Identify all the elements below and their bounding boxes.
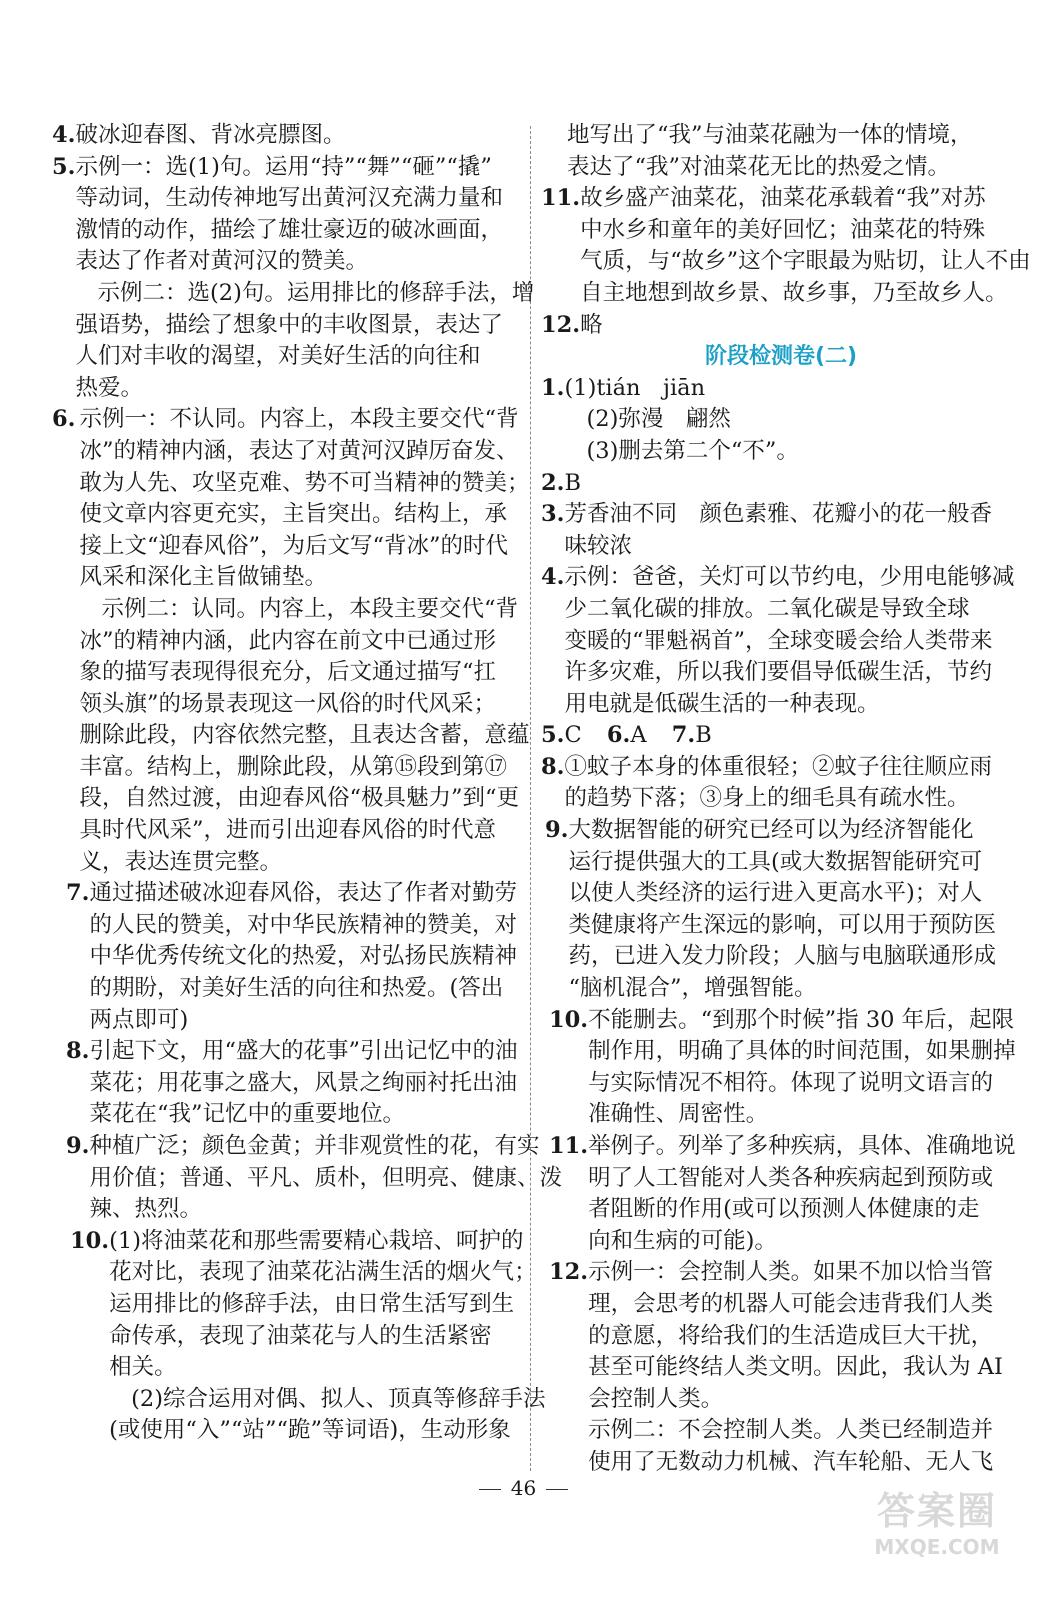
stage-answer-4: 4. 示例：爸爸，关灯可以节约电，少用电能够减 少二氧化碳的排放。二氧化碳是导致全球 变暖的“罪魁祸首”，全球变暖会给人类带来 许多灾难，所以我们要倡导低碳生活，节约 用电就是低碳生活的一种表现。: [541, 562, 1001, 720]
stage-answer-2: 2. B: [541, 468, 1001, 500]
answer-11: 11. 故乡盛产油菜花，油菜花承载着“我”对苏 中水乡和童年的美好回忆；油菜花的特殊 气质，与“故乡”这个字眼最为贴切，让人不由 自主地想到故乡景、故乡事，乃至故乡人。: [541, 183, 1001, 309]
answer-line: 使文章内容更充实，主旨突出。结构上，承: [79, 501, 508, 528]
answer-line: 使用了无数动力机械、汽车轮船、无人飞: [588, 1448, 994, 1475]
answer-line: 不能删去。“到那个时候”指 30 年后，起限: [588, 1006, 1015, 1033]
answer-line: 与实际情况不相符。体现了说明文语言的: [588, 1069, 994, 1096]
answer-line: 的期盼，对美好生活的向往和热爱。(答出: [89, 975, 504, 1002]
answer-line: 象的描写表现得很充分，后文通过描写“扛: [79, 659, 497, 686]
answer-line: 许多灾难，所以我们要倡导低碳生活，节约: [564, 659, 993, 686]
answer-line: 破冰迎春图、背冰亮膘图。: [75, 122, 346, 148]
answer-line: 理，会思考的机器人可能会违背我们人类: [588, 1290, 994, 1317]
answer-line: “脑机混合”，增强智能。: [568, 975, 817, 1002]
answer-line: (3)删去第二个“不”。: [586, 437, 799, 464]
stage-answer-10: 10. 不能删去。“到那个时候”指 30 年后，起限 制作用，明确了具体的时间范围，如果删掉 与实际情况不相符。体现了说明文语言的 准确性、周密性。: [541, 1005, 1001, 1131]
answer-line: 命传承，表现了油菜花与人的生活紧密: [109, 1322, 492, 1349]
stage-answer-7: 7.B: [671, 722, 712, 749]
answer-9: 9. 种植广泛；颜色金黄；并非观赏性的花，有实 用价值；普通、平凡、质朴，但明亮、健康、泼 辣、热烈。: [52, 1131, 524, 1226]
answer-line: 通过描述破冰迎春风俗，表达了作者对勤劳: [89, 880, 518, 907]
answer-line: 示例一：会控制人类。如果不加以恰当管: [588, 1259, 994, 1286]
answer-7: 7. 通过描述破冰迎春风俗，表达了作者对勤劳 的人民的赞美，对中华民族精神的赞美，对 中华优秀传统文化的热爱，对弘扬民族精神 的期盼，对美好生活的向往和热爱。(答出 两点即可): [52, 878, 524, 1036]
answer-line: 用价值；普通、平凡、质朴，但明亮、健康、泼: [89, 1164, 563, 1191]
answer-line: 运用排比的修辞手法，由日常生活写到生: [109, 1290, 515, 1317]
answer-line: 者阻断的作用(或可以预测人体健康的走: [588, 1196, 980, 1223]
answer-line: 制作用，明确了具体的时间范围，如果删掉: [588, 1038, 1016, 1065]
answer-line: 示例二：不会控制人类。人类已经制造并: [588, 1417, 994, 1444]
answer-line: 表达了作者对黄河汉的赞美。: [75, 248, 369, 275]
answer-line: 地写出了“我”与油菜花融为一体的情境，: [567, 122, 973, 148]
answer-line: 义，表达连贯完整。: [79, 848, 283, 875]
answer-line: 冰”的精神内涵，此内容在前文中已通过形: [79, 627, 497, 654]
answer-line: 大数据智能的研究已经可以为经济智能化: [568, 817, 974, 844]
watermark-logo: 答案圈 MXQE.COM: [874, 1489, 1000, 1559]
stage-answer-9: 9. 大数据智能的研究已经可以为经济智能化 运行提供强大的工具(或大数据智能研究可 以使人类经济的运行进入更高水平)；对人 类健康将产生深远的影响，可以用于预防医 药，已进入发力阶段；人脑与电脑联通形成 “脑机混合”，增强智能。: [541, 815, 1001, 1005]
stage-answer-6: 6.A: [606, 722, 647, 749]
answer-line: 中华优秀传统文化的热爱，对弘扬民族精神: [89, 943, 518, 970]
answer-line: 运行提供强大的工具(或大数据智能研究可: [568, 848, 983, 875]
answer-line: 味较浓: [564, 532, 633, 559]
answer-line: 变暖的“罪魁祸首”，全球变暖会给人类带来: [564, 627, 993, 654]
answer-line: 相关。: [109, 1354, 177, 1381]
answer-line: 向和生病的可能)。: [588, 1227, 777, 1254]
answer-line: 少二氧化碳的排放。二氧化碳是导致全球: [564, 595, 970, 622]
answer-line: 敢为人先、攻坚克难、势不可当精神的赞美；: [79, 469, 530, 496]
answer-line: 风采和深化主旨做铺垫。: [79, 564, 328, 591]
stage-answer-3: 3. 芳香油不同 颜色素雅、花瓣小的花一般香 味较浓: [541, 499, 1001, 562]
answer-line: 辣、热烈。: [89, 1196, 203, 1223]
answer-line: 明了人工智能对人类各种疾病起到预防或: [588, 1164, 994, 1191]
answer-line: 冰”的精神内涵，表达了对黄河汉踔厉奋发、: [79, 437, 519, 464]
answer-line: 菜花；用花事之盛大，风景之绚丽衬托出油: [89, 1069, 518, 1096]
answer-line: 举例子。列举了多种疾病，具体、准确地说: [588, 1133, 1016, 1159]
answer-line: B: [564, 469, 582, 496]
answer-line: (2)弥漫 翩然: [586, 406, 731, 433]
answer-line: (1)tián jiān: [564, 374, 706, 401]
answer-4: 4. 破冰迎春图、背冰亮膘图。: [52, 120, 524, 152]
answer-line: 用电就是低碳生活的一种表现。: [564, 690, 880, 717]
answer-line: 人们对丰收的渴望，对美好生活的向往和: [75, 343, 481, 370]
answer-line: ①蚊子本身的体重很轻；②蚊子往往顺应雨: [564, 753, 993, 780]
answer-line: 菜花在“我”记忆中的重要地位。: [89, 1101, 406, 1128]
answer-line: 的意愿，将给我们的生活造成巨大干扰，: [588, 1322, 994, 1349]
page-number: 46: [0, 1476, 1047, 1500]
answer-line: 准确性、周密性。: [588, 1101, 769, 1128]
right-column: [541, 120, 1031, 1479]
answer-line: (1)将油菜花和那些需要精心栽培、呵护的: [109, 1227, 524, 1254]
stage-answer-1: 1. (1)tián jiān (2)弥漫 翩然 (3)删去第二个“不”。: [541, 373, 1001, 468]
stage-answer-8: 8. ①蚊子本身的体重很轻；②蚊子往往顺应雨 的趋势下落；③身上的细毛具有疏水性。: [541, 752, 1001, 815]
answer-10: 10. (1)将油菜花和那些需要精心栽培、呵护的 花对比，表现了油菜花沾满生活的烟火气； 运用排比的修辞手法，由日常生活写到生 命传承，表现了油菜花与人的生活紧密 相关。 (2)综合运用对偶、拟人、顶真等修辞手法 (或使用“入”“站”“跪”等词语)，生动形象: [52, 1226, 524, 1447]
answer-line: 类健康将产生深远的影响，可以用于预防医: [568, 911, 997, 938]
stage-answer-5: 5.C: [541, 722, 582, 749]
answer-line: 芳香油不同 颜色素雅、花瓣小的花一般香: [564, 501, 993, 528]
answer-12: 12. 略: [541, 310, 1001, 342]
answer-line: 丰富。结构上，删除此段，从第⑮段到第⑰: [79, 753, 508, 780]
answer-line: 甚至可能终结人类文明。因此，我认为 AI: [588, 1354, 1003, 1381]
answer-line: 的人民的赞美，对中华民族精神的赞美，对: [89, 911, 518, 938]
answer-line: 热爱。: [75, 374, 144, 401]
answer-line: 花对比，表现了油菜花沾满生活的烟火气；: [109, 1259, 537, 1286]
answer-line: 示例二：选(2)句。运用排比的修辞手法，增: [97, 279, 535, 306]
answer-line: 两点即可): [89, 1006, 189, 1033]
answer-line: (或使用“入”“站”“跪”等词语)，生动形象: [109, 1417, 511, 1444]
answer-8: 8. 引起下文，用“盛大的花事”引出记忆中的油 菜花；用花事之盛大，风景之绚丽衬托出油 菜花在“我”记忆中的重要地位。: [52, 1036, 524, 1131]
answer-line: (2)综合运用对偶、拟人、顶真等修辞手法: [131, 1385, 546, 1412]
answer-line: 示例一：不认同。内容上，本段主要交代“背: [79, 406, 519, 433]
answer-line: 故乡盛产油菜花，油菜花承载着“我”对苏: [580, 185, 986, 212]
answer-line: 种植广泛；颜色金黄；并非观赏性的花，有实: [89, 1133, 540, 1159]
answer-10-continued: [541, 120, 1001, 183]
answer-line: 具时代风采”，进而引出迎春风俗的时代意: [79, 817, 497, 844]
answer-line: 表达了“我”对油菜花无比的热爱之情。: [567, 153, 951, 180]
answer-6: 6. 示例一：不认同。内容上，本段主要交代“背 冰”的精神内涵，表达了对黄河汉踔厉奋发、 敢为人先、攻坚克难、势不可当精神的赞美； 使文章内容更充实，主旨突出。结构上，承 接上文“迎春风俗”，为后文写“背冰”的时代 风采和深化主旨做铺垫。 示例二：认同。内容上，本段主要交代“背 冰”的精神内涵，此内容在前文中已通过形 象的描写表现得很充分，后文通过描写“扛 领头旗”的场景表现这一风俗的时代风采； 删除此段，内容依然完整，且表达含蓄，意蕴 丰富。结构上，删除此段，从第⑮段到第⑰ 段，自然过渡，由迎春风俗“极具魅力”到“更 具时代风采”，进而引出迎春风俗的时代意 义，表达连贯完整。: [52, 404, 524, 878]
answer-line: 示例：爸爸，关灯可以节约电，少用电能够减: [564, 564, 1015, 591]
answer-line: 等动词，生动传神地写出黄河汉充满力量和: [75, 185, 504, 212]
answer-line: 示例一：选(1)句。运用“持”“舞”“砸”“撬”: [75, 153, 492, 180]
answer-line: 删除此段，内容依然完整，且表达含蓄，意蕴: [79, 722, 530, 749]
section-title: 阶段检测卷(二): [704, 344, 858, 370]
answer-line: 接上文“迎春风俗”，为后文写“背冰”的时代: [79, 532, 509, 559]
answer-line: 段，自然过渡，由迎春风俗“极具魅力”到“更: [79, 785, 520, 812]
answer-line: 会控制人类。: [588, 1385, 724, 1412]
stage-answer-12: 12. 示例一：会控制人类。如果不加以恰当管 理，会思考的机器人可能会违背我们人类 的意愿，将给我们的生活造成巨大干扰， 甚至可能终结人类文明。因此，我认为 AI 会控制人类。 示例二：不会控制人类。人类已经制造并 使用了无数动力机械、汽车轮船、无人飞: [541, 1257, 1001, 1478]
answer-line: 中水乡和童年的美好回忆；油菜花的特殊: [580, 216, 986, 243]
answer-line: 强语势，描绘了想象中的丰收图景，表达了: [75, 311, 504, 338]
answer-line: 领头旗”的场景表现这一风俗的时代风采；: [79, 690, 497, 717]
stage-answer-11: 11. 举例子。列举了多种疾病，具体、准确地说 明了人工智能对人类各种疾病起到预防或 者阻断的作用(或可以预测人体健康的走 向和生病的可能)。: [541, 1131, 1001, 1257]
answer-line: 激情的动作，描绘了雄壮豪迈的破冰画面，: [75, 216, 504, 243]
stage-answers-5-7: [541, 720, 1001, 752]
answer-line: 的趋势下落；③身上的细毛具有疏水性。: [564, 785, 970, 812]
answer-line: 药，已进入发力阶段；人脑与电脑联通形成: [568, 943, 997, 970]
answer-line: 自主地想到故乡景、故乡事，乃至故乡人。: [580, 279, 1008, 306]
answer-5: 5. 示例一：选(1)句。运用“持”“舞”“砸”“撬” 等动词，生动传神地写出黄河汉充满力量和 激情的动作，描绘了雄壮豪迈的破冰画面， 表达了作者对黄河汉的赞美。 示例二：选(2)句。运用排比的修辞手法，增 强语势，描绘了想象中的丰收图景，表达了 人们对丰收的渴望，对美好生活的向往和 热爱。: [52, 152, 524, 405]
answer-line: 示例二：认同。内容上，本段主要交代“背: [101, 595, 519, 622]
answer-line: 略: [580, 311, 603, 338]
answer-line: 气质，与“故乡”这个字眼最为贴切，让人不由: [580, 248, 1031, 275]
answer-line: 引起下文，用“盛大的花事”引出记忆中的油: [89, 1038, 518, 1065]
answer-line: 以使人类经济的运行进入更高水平)；对人: [568, 880, 983, 907]
